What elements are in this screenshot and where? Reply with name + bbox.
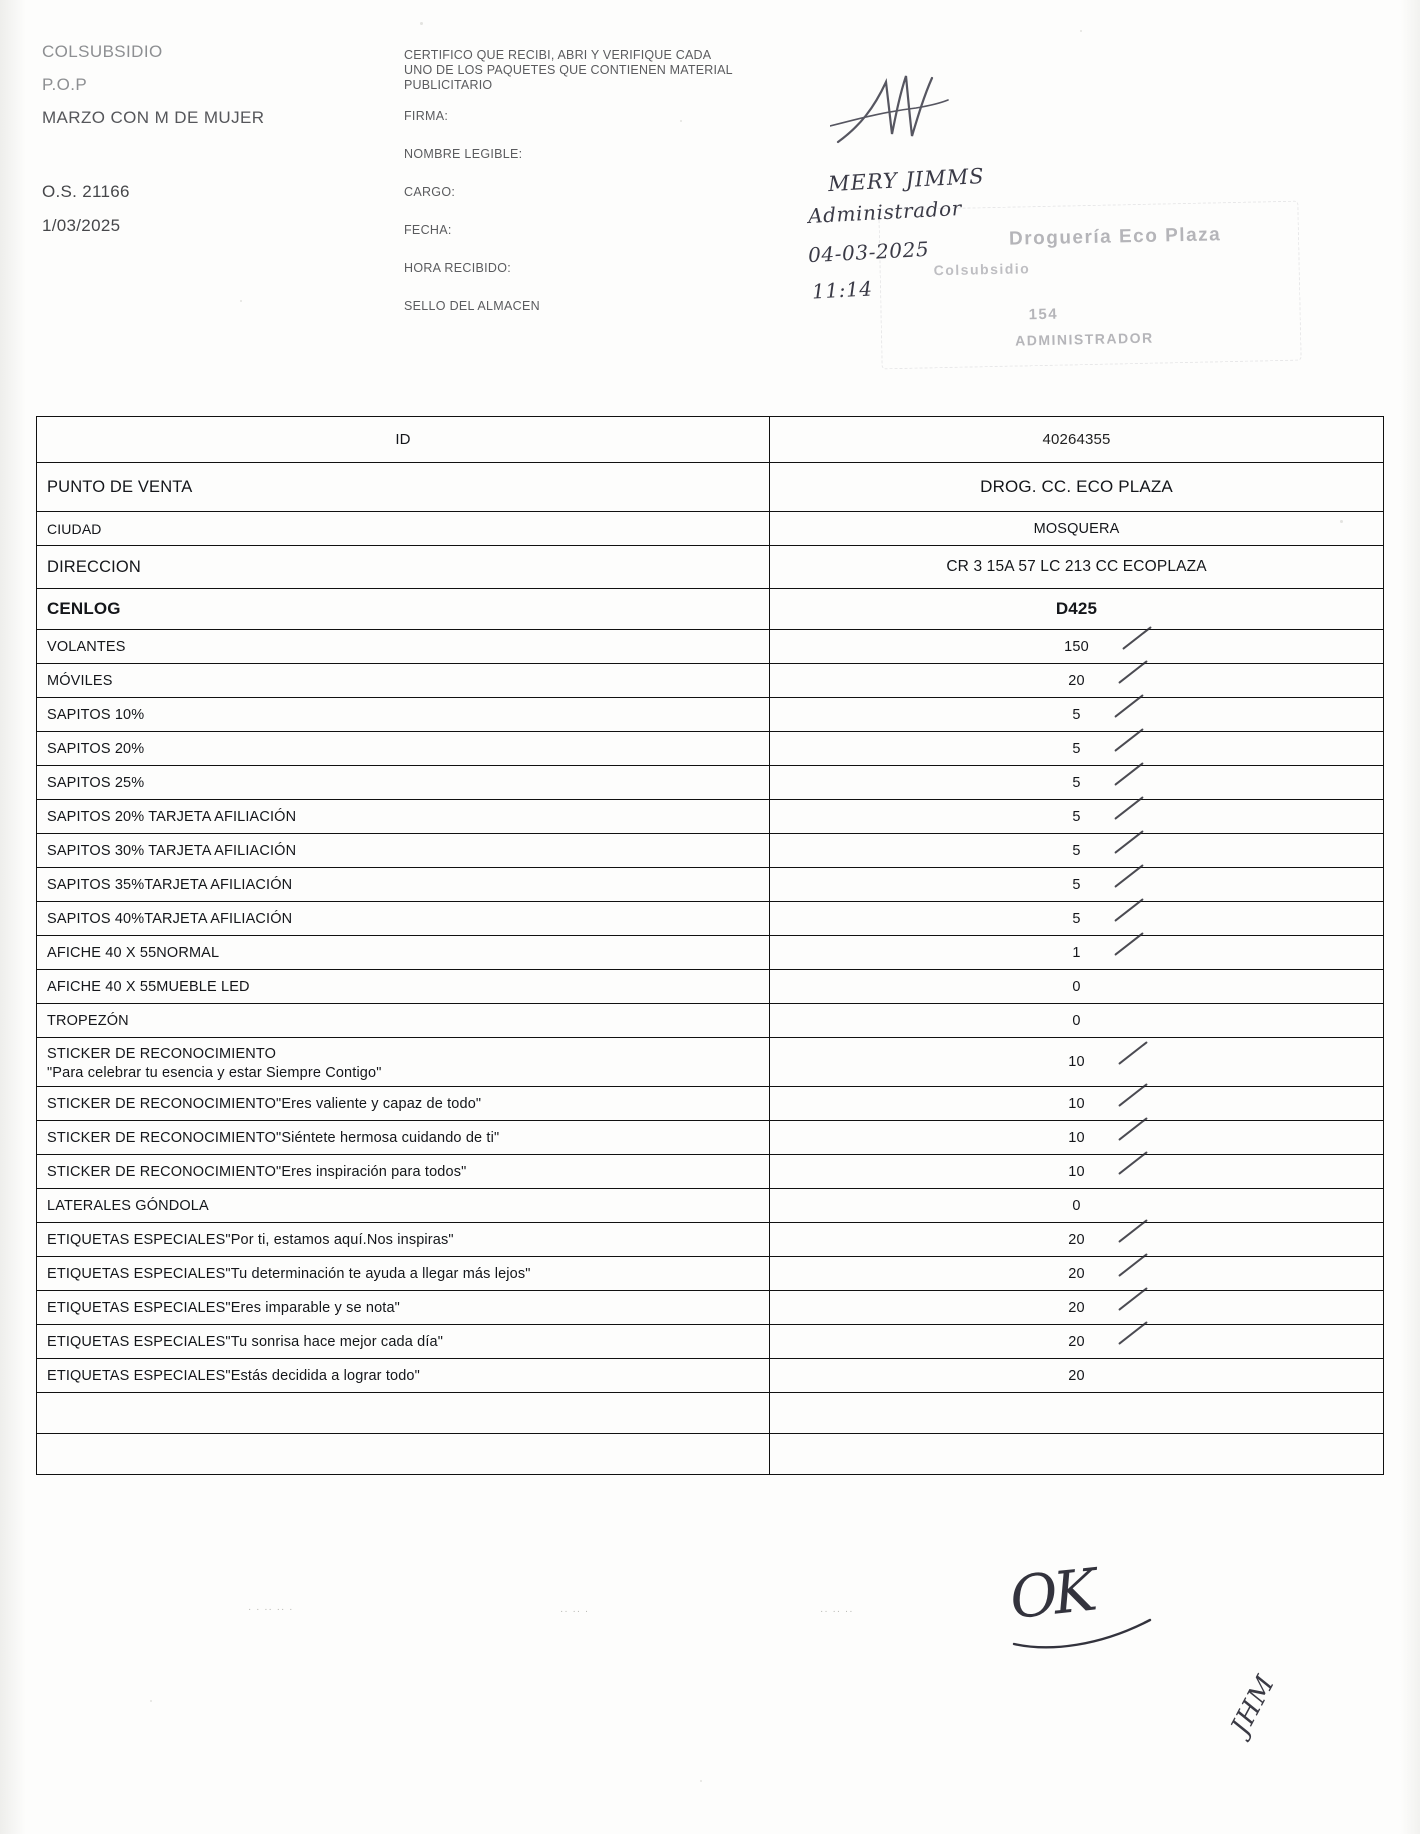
row-value (770, 1434, 1384, 1475)
order-info (42, 182, 130, 250)
row-label: SAPITOS 10% (37, 698, 770, 732)
department-label: P.O.P (42, 75, 88, 94)
table-row (37, 1223, 1384, 1257)
row-value: 5 (770, 698, 1384, 732)
row-label: STICKER DE RECONOCIMIENTO"Siéntete hermosa cuidando de ti" (37, 1121, 770, 1155)
row-value: 0 (770, 1004, 1384, 1038)
table-row (37, 463, 1384, 512)
table-row (37, 902, 1384, 936)
row-label: ID (37, 417, 770, 463)
table-row (37, 868, 1384, 902)
row-value (770, 1393, 1384, 1434)
materials-table (36, 416, 1384, 1475)
scan-speck (240, 300, 242, 302)
scan-speck (700, 1780, 702, 1782)
row-label: AFICHE 40 X 55MUEBLE LED (37, 970, 770, 1004)
table-row (37, 1004, 1384, 1038)
row-label (37, 1434, 770, 1475)
row-value: 20 (770, 664, 1384, 698)
table-row (37, 546, 1384, 589)
company-name: COLSUBSIDIO (42, 42, 163, 61)
certification-text: CERTIFICO QUE RECIBI, ABRI Y VERIFIQUE CADA UNO DE LOS PAQUETES QUE CONTIENEN MATERIAL PUBLICITARIO (404, 48, 733, 92)
row-value: 5 (770, 800, 1384, 834)
row-label: ETIQUETAS ESPECIALES"Eres imparable y se nota" (37, 1291, 770, 1325)
row-value: 150 (770, 630, 1384, 664)
stamp-title: Droguería Eco Plaza (1008, 224, 1222, 250)
table-row (37, 1189, 1384, 1223)
row-value: 10 (770, 1038, 1384, 1087)
row-label: CENLOG (37, 589, 770, 630)
row-label: ETIQUETAS ESPECIALES"Tu sonrisa hace mejor cada día" (37, 1325, 770, 1359)
row-label: SAPITOS 25% (37, 766, 770, 800)
row-label: SAPITOS 30% TARJETA AFILIACIÓN (37, 834, 770, 868)
scan-artifact-text: · · ·· ·· · (248, 1604, 294, 1615)
field-firma: FIRMA: (404, 109, 449, 123)
table-row (37, 1393, 1384, 1434)
row-value: 40264355 (770, 417, 1384, 463)
table-row (37, 417, 1384, 463)
scan-speck (420, 22, 423, 25)
row-value: 20 (770, 1223, 1384, 1257)
row-label: ETIQUETAS ESPECIALES"Estás decidida a lograr todo" (37, 1359, 770, 1393)
row-value: 20 (770, 1359, 1384, 1393)
table-row (37, 630, 1384, 664)
row-label: STICKER DE RECONOCIMIENTO "Para celebrar tu esencia y estar Siempre Contigo" (37, 1038, 770, 1087)
table-row (37, 766, 1384, 800)
table-row (37, 1155, 1384, 1189)
table-row (37, 1257, 1384, 1291)
campaign-title: MARZO CON M DE MUJER (42, 108, 265, 127)
row-value: 5 (770, 902, 1384, 936)
row-label: AFICHE 40 X 55NORMAL (37, 936, 770, 970)
row-value: 0 (770, 970, 1384, 1004)
table-row (37, 800, 1384, 834)
table-row (37, 1434, 1384, 1475)
row-value: 1 (770, 936, 1384, 970)
field-hora-recibido: HORA RECIBIDO: (404, 261, 511, 275)
table-row (37, 698, 1384, 732)
row-label: STICKER DE RECONOCIMIENTO"Eres inspiración para todos" (37, 1155, 770, 1189)
handwritten-nombre: MERY JIMMS (827, 163, 986, 197)
handwritten-hora: 11:14 (811, 276, 874, 304)
field-fecha: FECHA: (404, 223, 452, 237)
table-row (37, 970, 1384, 1004)
table-row (37, 1359, 1384, 1393)
field-cargo: CARGO: (404, 185, 456, 199)
row-value: 0 (770, 1189, 1384, 1223)
scan-artifact-text: ·· ·· ·· (820, 1606, 854, 1617)
row-value: 20 (770, 1325, 1384, 1359)
handwritten-cargo: Administrador (807, 195, 963, 229)
row-value: 20 (770, 1291, 1384, 1325)
field-sello-almacen: SELLO DEL ALMACEN (404, 299, 540, 313)
row-label: MÓVILES (37, 664, 770, 698)
certification-block (404, 48, 734, 337)
row-value: 5 (770, 868, 1384, 902)
row-value: CR 3 15A 57 LC 213 CC ECOPLAZA (770, 546, 1384, 589)
order-number: O.S. 21166 (42, 182, 130, 201)
row-label: ETIQUETAS ESPECIALES"Por ti, estamos aquí.Nos inspiras" (37, 1223, 770, 1257)
row-value: 10 (770, 1087, 1384, 1121)
warehouse-stamp (878, 201, 1301, 370)
stamp-number: 154 (1028, 305, 1059, 324)
table-row (37, 936, 1384, 970)
row-value: MOSQUERA (770, 512, 1384, 546)
row-label: SAPITOS 20% TARJETA AFILIACIÓN (37, 800, 770, 834)
ok-underline-icon (1010, 1614, 1180, 1654)
scan-speck (150, 1700, 152, 1702)
table-row (37, 1087, 1384, 1121)
table-row (37, 732, 1384, 766)
table-row (37, 1325, 1384, 1359)
handwritten-fecha: 04-03-2025 (807, 236, 930, 268)
table-row (37, 834, 1384, 868)
row-label: PUNTO DE VENTA (37, 463, 770, 512)
table-row (37, 589, 1384, 630)
table-row (37, 1038, 1384, 1087)
row-value: 10 (770, 1121, 1384, 1155)
row-label: ETIQUETAS ESPECIALES"Tu determinación te ayuda a llegar más lejos" (37, 1257, 770, 1291)
row-value: 10 (770, 1155, 1384, 1189)
scan-artifact-text: ·· ·· · (560, 1606, 590, 1617)
row-label: CIUDAD (37, 512, 770, 546)
row-value: 20 (770, 1257, 1384, 1291)
row-label: SAPITOS 35%TARJETA AFILIACIÓN (37, 868, 770, 902)
stamp-role: ADMINISTRADOR (1014, 329, 1154, 349)
handwritten-signature-icon (830, 68, 950, 154)
row-label: DIRECCION (37, 546, 770, 589)
row-value: 5 (770, 766, 1384, 800)
row-label: STICKER DE RECONOCIMIENTO"Eres valiente y capaz de todo" (37, 1087, 770, 1121)
row-label: VOLANTES (37, 630, 770, 664)
handwritten-ok-mark: OK (1006, 1555, 1097, 1633)
table-row (37, 1121, 1384, 1155)
table-row (37, 512, 1384, 546)
row-value: 5 (770, 834, 1384, 868)
row-value: DROG. CC. ECO PLAZA (770, 463, 1384, 512)
row-label: SAPITOS 20% (37, 732, 770, 766)
scan-edge-left (0, 0, 26, 1834)
row-label: TROPEZÓN (37, 1004, 770, 1038)
document-header-left (42, 42, 362, 141)
handwritten-bottom-signature: JHM (1225, 1670, 1282, 1740)
table-row (37, 1291, 1384, 1325)
row-label: LATERALES GÓNDOLA (37, 1189, 770, 1223)
row-label: SAPITOS 40%TARJETA AFILIACIÓN (37, 902, 770, 936)
stamp-subtitle: Colsubsidio (933, 260, 1031, 279)
order-date: 1/03/2025 (42, 216, 121, 235)
row-label (37, 1393, 770, 1434)
scan-speck (1080, 30, 1082, 32)
row-value: 5 (770, 732, 1384, 766)
materials-table-body (37, 417, 1384, 1475)
table-row (37, 664, 1384, 698)
scan-edge-right (1400, 0, 1420, 1834)
row-value: D425 (770, 589, 1384, 630)
field-nombre-legible: NOMBRE LEGIBLE: (404, 147, 523, 161)
